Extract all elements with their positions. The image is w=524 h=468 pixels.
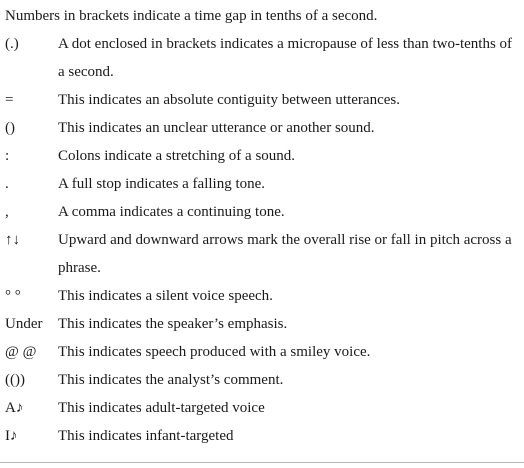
notation-symbol: I♪ (5, 428, 18, 444)
notation-row (0, 226, 524, 282)
notation-row (0, 86, 524, 114)
notation-row (0, 310, 524, 338)
notation-symbol: (.) (5, 36, 19, 52)
notation-description: This indicates speech produced with a smiley voice. (58, 344, 371, 360)
notation-symbol: () (5, 120, 15, 136)
notation-symbol: : (5, 148, 10, 164)
notation-description: A dot enclosed in brackets indicates a micropause of less than two-tenths of a second. (58, 36, 513, 80)
notation-symbol: Under (5, 316, 43, 332)
bottom-divider (0, 462, 524, 463)
notation-row (0, 422, 524, 450)
notation-description: This indicates the analyst’s comment. (58, 372, 284, 388)
notation-symbol: , (5, 204, 9, 220)
notation-description: This indicates the speaker’s emphasis. (58, 316, 288, 332)
notation-symbol: (()) (5, 372, 25, 388)
notation-row (0, 198, 524, 226)
notation-description: This indicates an absolute contiguity between utterances. (58, 92, 400, 108)
notation-description: This indicates an unclear utterance or another sound. (58, 120, 375, 136)
notation-symbol: = (5, 92, 14, 108)
notation-symbol: ° ° (5, 288, 21, 304)
notation-row (0, 394, 524, 422)
notation-row (0, 142, 524, 170)
notation-symbol: . (5, 176, 9, 192)
notation-description: Colons indicate a stretching of a sound. (58, 148, 296, 164)
notation-rows (0, 30, 524, 450)
notation-description: A comma indicates a continuing tone. (58, 204, 285, 220)
notation-symbol: ↑↓ (5, 232, 20, 248)
notation-row (0, 30, 524, 86)
notation-description: A full stop indicates a falling tone. (58, 176, 266, 192)
notation-row (0, 170, 524, 198)
notation-description: This indicates infant-targeted (58, 428, 234, 444)
notation-description: Upward and downward arrows mark the overall rise or fall in pitch across a phrase. (58, 232, 512, 276)
notation-symbol: A♪ (5, 400, 24, 416)
notation-row (0, 338, 524, 366)
intro-text: Numbers in brackets indicate a time gap in tenths of a second. (5, 8, 378, 24)
notation-description: This indicates a silent voice speech. (58, 288, 273, 304)
notation-row (0, 114, 524, 142)
notation-row (0, 366, 524, 394)
notation-symbol: @ @ (5, 344, 37, 360)
notation-row (0, 282, 524, 310)
notation-description: This indicates adult-targeted voice (58, 400, 265, 416)
